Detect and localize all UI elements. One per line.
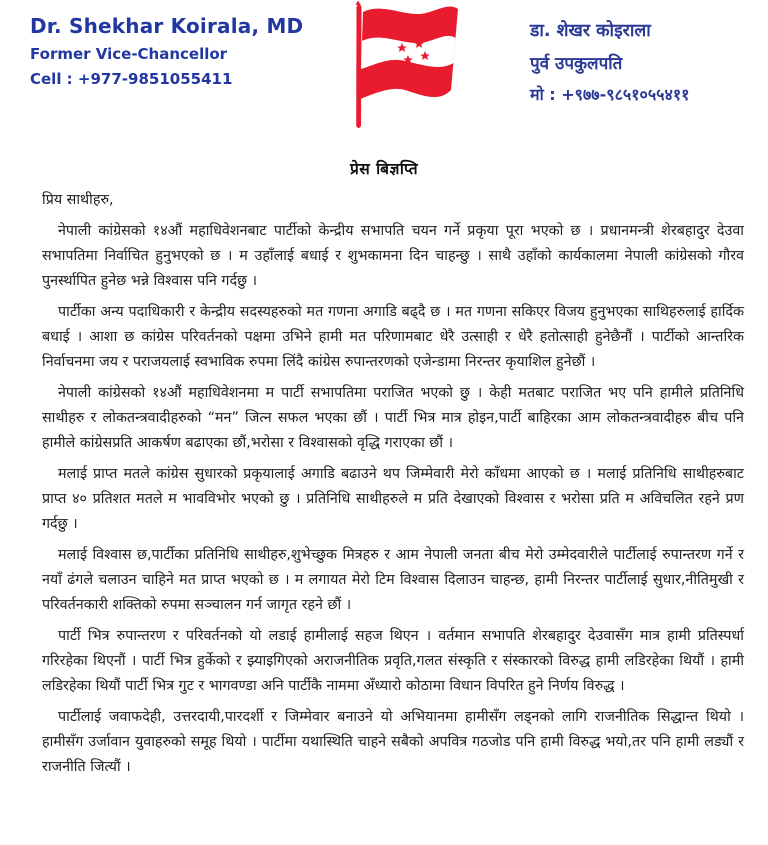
- press-release-paragraph: पार्टीका अन्य पदाधिकारी र केन्द्रीय सदस्यहरुको मत गणना अगाडि बढ्दै छ । मत गणना सकिएर विजय हुनुभएका साथिहरुलाई हार्दिक बधाई । आशा छ कांग्रेस परिवर्तनको पक्षमा उभिने हामी मत परिणामबाट धेरै उत्साही र धेरै हतोत्साही हुनेछैनौं । पार्टीको आन्तरिक निर्वाचनमा जय र पराजयलाई स्वभाविक रुपमा लिंदै कांग्रेस रुपान्तरणको एजेन्डामा निरन्तर कृयाशिल हुनेछौं ।: [42, 304, 744, 370]
- sender-block-english: [30, 14, 303, 88]
- press-release-paragraph: नेपाली कांग्रेसको १४औं महाधिवेशनबाट पार्टीको केन्द्रीय सभापति चयन गर्ने प्रकृया पूरा भएको छ । प्रधानमन्त्री शेरबहादुर देउवा सभापतिमा निर्वाचित हुनुभएको छ । म उहाँलाई बधाई र शुभकामना दिन चाहन्छु । साथै उहाँको कार्यकालमा नेपाली कांग्रेसको गौरव पुनर्स्थापित हुनेछ भन्ने विश्वास पनि गर्दछु ।: [42, 223, 744, 289]
- letterhead: [0, 0, 768, 132]
- press-release-paragraph: मलाई विश्वास छ,पार्टीका प्रतिनिधि साथीहरु,शुभेच्छुक मित्रहरु र आम नेपाली जनता बीच मेरो उम्मेदवारीले पार्टीलाई रुपान्तरण गर्ने र नयाँ ढंगले चलाउन चाहिने मत प्राप्त भएको छ । म लगायत मेरो टिम विश्वास दिलाउन चाहन्छ, हामी निरन्तर पार्टीलाई सुधार,नीतिमुखी र परिवर्तनकारी शक्तिको रुपमा सञ्चालन गर्न जागृत रहने छौं ।: [42, 547, 744, 613]
- sender-phone-nepali: मो : +९७७-९८५१०५५४११: [530, 85, 690, 104]
- sender-title-nepali: पुर्व उपकुलपति: [530, 54, 623, 74]
- sender-name-english: Dr. Shekhar Koirala, MD: [30, 14, 304, 38]
- press-release-paragraph: पार्टीलाई जवाफदेही, उत्तरदायी,पारदर्शी र जिम्मेवार बनाउने यो अभियानमा हामीसँग लड्नको लागि राजनीतिक सिद्धान्त थियो । हामीसँग उर्जावान युवाहरुको समूह थियो । पार्टीमा यथास्थिति चाहने सबैको अपवित्र गठजोड पनि हामी विरुद्ध भयो,तर पनि हामी लड्यौं र राजनीति जित्यौं ।: [42, 709, 744, 775]
- document-title: प्रेस बिज्ञप्ति: [349, 160, 419, 178]
- press-release-paragraph: नेपाली कांग्रेसको १४औं महाधिवेशनमा म पार्टी सभापतिमा पराजित भएको छु । केही मतबाट पराजित भए पनि हामीले प्रतिनिधि साथीहरु र लोकतन्त्रवादीहरुको “मन” जित्न सफल भएका छौं । पार्टी भित्र मात्र होइन,पार्टी बाहिरका आम लोकतन्त्रवादीहरु बीच पनि हामीले कांग्रेसप्रति आकर्षण बढाएका छौं,भरोसा र विश्वासको वृद्धि गराएका छौं ।: [42, 385, 744, 451]
- sender-name-nepali: डा. शेखर कोइराला: [530, 21, 651, 41]
- press-release-paragraph: पार्टी भित्र रुपान्तरण र परिवर्तनको यो लडाई हामीलाई सहज थिएन । वर्तमान सभापति शेरबहादुर देउवासँग मात्र हामी प्रतिस्पर्धा गरिरहेका थिएनौं । पार्टी भित्र हुर्केको र झ्याइगिएको अराजनीतिक प्रवृति,गलत संस्कृति र संस्कारको विरुद्ध हामी लडिरहेका थियौं । हामी लडिरहेका थियौं पार्टी भित्र गुट र भागवण्डा अनि पार्टीकै नाममा अँध्यारो कोठामा विधान विपरित हुने निर्णय विरुद्ध ।: [42, 628, 744, 694]
- press-release-paragraph: मलाई प्राप्त मतले कांग्रेस सुधारको प्रकृयालाई अगाडि बढाउने थप जिम्मेवारी मेरो काँधमा आएको छ । मलाई प्रतिनिधि साथीहरुबाट प्राप्त ४० प्रतिशत मतले म भावविभोर भएको छु । प्रतिनिधि साथीहरुले म प्रति देखाएको विश्वास र भरोसा प्रति म अविचलित रहने प्रण गर्दछु ।: [42, 466, 744, 532]
- sender-block-nepali: [530, 18, 689, 105]
- nepali-congress-flag-icon: [344, 0, 466, 130]
- document-body: [42, 188, 744, 780]
- salutation: प्रिय साथीहरु,: [42, 192, 114, 208]
- sender-title-english: Former Vice-Chancellor: [30, 45, 228, 63]
- sender-phone-english: Cell : +977-9851055411: [30, 70, 233, 88]
